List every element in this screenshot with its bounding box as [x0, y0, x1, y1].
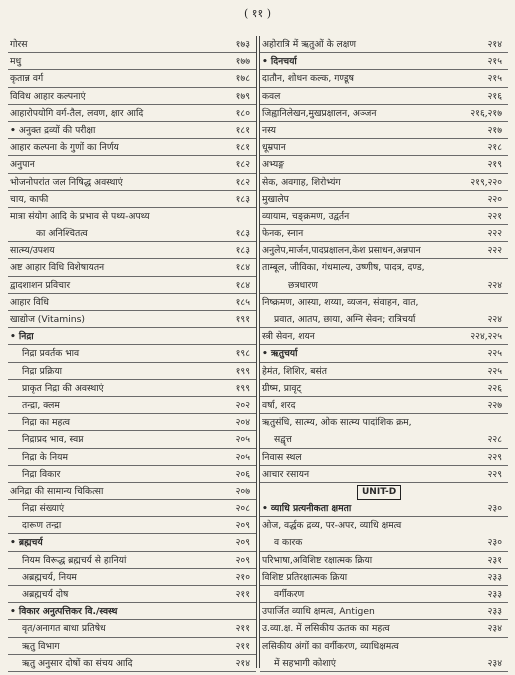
- entry-page-number: २१८: [487, 142, 502, 154]
- entry-page-number: २०४: [235, 417, 250, 429]
- entry-title: [262, 363, 327, 380]
- index-entry: [260, 122, 508, 139]
- entry-text: फेनक, स्नान: [262, 228, 304, 240]
- bullet-icon: •: [262, 56, 268, 68]
- entry-text: सात्म्य/उपशय: [10, 245, 55, 257]
- entry-text: ओज, वर्द्धक द्रव्य, पर-अपर, व्याधि क्षमत्व: [262, 520, 402, 532]
- index-columns: [8, 36, 508, 668]
- index-entry: [8, 483, 256, 500]
- entry-title: [22, 449, 68, 466]
- entry-page-number: १८३: [235, 193, 250, 205]
- bullet-icon: •: [10, 124, 16, 136]
- index-entry: [8, 105, 256, 122]
- index-entry: [8, 53, 256, 70]
- entry-text: अब्रह्मचर्य दोष: [22, 589, 69, 600]
- entry-title: [22, 655, 133, 672]
- index-entry: [260, 414, 508, 431]
- index-entry: [8, 294, 256, 311]
- index-entry: [8, 122, 256, 139]
- entry-text: मुखालेप: [262, 193, 289, 205]
- entry-page-number: २३३: [487, 589, 502, 600]
- index-entry: [260, 174, 508, 191]
- entry-page-number: २११: [235, 589, 250, 600]
- entry-title: [274, 655, 336, 672]
- index-entry: [260, 449, 508, 466]
- entry-text: निवास स्थल: [262, 451, 302, 463]
- index-entry: [8, 620, 256, 637]
- entry-title: [262, 225, 303, 242]
- entry-page-number: २०९: [235, 554, 250, 566]
- entry-text: गोरस: [10, 39, 28, 50]
- index-entry: [260, 70, 508, 87]
- index-entry: [260, 345, 508, 362]
- index-entry: [260, 500, 508, 517]
- entry-page-number: २३१: [487, 554, 502, 566]
- index-entry: [8, 586, 256, 603]
- index-entry: [8, 466, 256, 483]
- entry-title: [262, 294, 418, 311]
- entry-page-number: १८४: [235, 279, 250, 291]
- index-entry: [260, 552, 508, 569]
- entry-page-number: २३३: [487, 606, 502, 618]
- entry-page-number: २१४: [487, 39, 502, 50]
- entry-title: [262, 88, 280, 105]
- index-entry: [8, 638, 256, 655]
- entry-page-number: १९१: [235, 314, 250, 325]
- entry-text: विविध आहार कल्पनाएं: [10, 90, 86, 102]
- entry-text: लसिकीय अंगों का वर्गीकरण, व्याधिक्षमत्व: [262, 640, 399, 652]
- index-entry: [260, 620, 508, 637]
- entry-page-number: १९९: [235, 365, 250, 377]
- entry-text: दिनचर्या: [270, 56, 297, 68]
- entry-text: मात्रा संयोग आदि के प्रभाव से पथ्य-अपथ्य: [10, 210, 150, 222]
- entry-text: निद्रा संख्याएं: [22, 503, 65, 515]
- index-entry: [260, 586, 508, 603]
- entry-text: निद्रा विकार: [22, 468, 61, 480]
- entry-title: [22, 620, 106, 637]
- entry-text: जिह्वानिलेखन,मुखप्रक्षालन, अञ्जन: [262, 107, 377, 119]
- entry-page-number: २१६,२१७: [470, 107, 502, 119]
- entry-text: कृतान्न वर्ग: [10, 73, 44, 85]
- entry-text: परिभाषा,अविशिष्ट रक्षात्मक क्रिया: [262, 554, 373, 566]
- entry-title: [10, 208, 150, 225]
- index-entry: [260, 466, 508, 483]
- index-entry: [260, 534, 508, 551]
- entry-page-number: २०२: [235, 399, 250, 411]
- entry-page-number: २२७: [487, 399, 502, 411]
- entry-title: [10, 294, 49, 311]
- entry-text: द्वादशाशन प्रविचार: [10, 279, 71, 291]
- entry-title: [262, 174, 341, 191]
- index-entry: [260, 277, 508, 294]
- entry-page-number: १८५: [235, 296, 250, 308]
- entry-text: निद्रा: [18, 331, 34, 343]
- entry-title: [10, 53, 21, 70]
- entry-title: [274, 534, 302, 551]
- index-entry: [260, 105, 508, 122]
- index-entry: [8, 174, 256, 191]
- page-number: ( ११ ): [243, 7, 272, 20]
- entry-text: नियम विरूद्ध ब्रह्मचर्य से हानियां: [22, 554, 127, 566]
- index-entry: [260, 311, 508, 328]
- entry-page-number: २११: [235, 623, 250, 635]
- index-entry: [8, 603, 256, 620]
- bullet-icon: •: [10, 331, 16, 343]
- entry-title: [262, 500, 351, 517]
- entry-text: आचार रसायन: [262, 468, 310, 480]
- entry-title: [262, 449, 302, 466]
- index-entry: [260, 139, 508, 156]
- entry-title: [22, 397, 60, 414]
- index-entry: [8, 36, 256, 53]
- entry-text: अहोरात्रि में ऋतुओं के लक्षण: [262, 39, 357, 50]
- entry-title: [262, 603, 375, 620]
- index-entry: [260, 363, 508, 380]
- entry-title: [10, 70, 43, 87]
- index-entry: [260, 156, 508, 173]
- index-entry: [8, 569, 256, 586]
- entry-title: [22, 552, 126, 569]
- entry-text: तन्द्रा, क्लम: [22, 399, 60, 411]
- entry-text: आहारोपयोगि वर्ग-तैल, लवण, क्षार आदि: [10, 107, 144, 119]
- entry-text: व कारक: [274, 537, 303, 549]
- entry-title: [262, 105, 376, 122]
- entry-page-number: १८४: [235, 262, 250, 274]
- entry-title: [10, 156, 35, 173]
- entry-title: [262, 191, 289, 208]
- entry-text: आहार विधि: [10, 296, 49, 308]
- entry-title: [22, 414, 70, 431]
- entry-text: दातौन, शोधन कल्क, गण्डूष: [262, 73, 354, 85]
- entry-text: दारूण तन्द्रा: [22, 520, 62, 532]
- entry-text: उपार्जित व्याधि क्षमत्व, Antigen: [262, 606, 375, 618]
- entry-text: निद्रा के नियम: [22, 451, 68, 463]
- entry-text: निद्रा का महत्व: [22, 417, 70, 429]
- entry-title: [36, 225, 88, 242]
- index-entry: [8, 259, 256, 276]
- entry-text: वर्गीकरण: [274, 589, 305, 600]
- bullet-icon: •: [10, 537, 16, 549]
- entry-title: [274, 311, 415, 328]
- index-entry: [260, 294, 508, 311]
- entry-title: [262, 53, 297, 70]
- entry-text: ताम्बूल, जीविका, गंधमाल्य, उष्णीष, पादत्र, दण्ड,: [262, 262, 425, 274]
- index-entry: [8, 397, 256, 414]
- entry-text: अनुपान: [10, 159, 35, 171]
- index-entry: [8, 552, 256, 569]
- entry-title: [10, 603, 117, 620]
- entry-title: [262, 397, 296, 414]
- entry-title: [10, 483, 103, 500]
- entry-page-number: १८१: [235, 142, 250, 154]
- entry-text: निद्राप्रद भाव, स्वप्न: [22, 434, 84, 446]
- entry-title: [262, 638, 399, 655]
- entry-page-number: २०५: [235, 451, 250, 463]
- entry-title: [10, 88, 86, 105]
- index-entry: [260, 397, 508, 414]
- entry-text: स्त्री सेवन, शयन: [262, 331, 315, 343]
- entry-text: का अनिश्चितत्व: [36, 228, 88, 240]
- entry-page-number: २२०: [487, 193, 502, 205]
- entry-page-number: २२४: [487, 314, 502, 325]
- entry-text: व्याधि प्रत्यनीकता क्षमता: [270, 503, 352, 515]
- index-entry: [8, 225, 256, 242]
- entry-page-number: २२६: [487, 382, 502, 394]
- entry-title: [10, 139, 119, 156]
- entry-page-number: २२४,२२५: [470, 331, 502, 343]
- entry-page-number: २३०: [487, 503, 502, 515]
- index-entry: [8, 242, 256, 259]
- entry-title: [10, 105, 143, 122]
- index-entry: [260, 225, 508, 242]
- entry-page-number: २२९: [487, 468, 502, 480]
- entry-page-number: २०७: [235, 485, 250, 497]
- entry-title: [274, 431, 292, 448]
- index-entry: [8, 328, 256, 345]
- entry-text: अनुक्त द्रव्यों की परीक्षा: [18, 124, 96, 136]
- entry-text: मधु: [10, 56, 22, 68]
- index-entry: [8, 88, 256, 105]
- entry-title: [10, 174, 123, 191]
- right-index-column: [259, 36, 508, 668]
- entry-title: [262, 620, 390, 637]
- index-entry: [8, 363, 256, 380]
- entry-page-number: २२८: [487, 434, 502, 446]
- index-entry: [260, 638, 508, 655]
- entry-page-number: २१५: [487, 56, 502, 68]
- index-entry: [260, 380, 508, 397]
- entry-page-number: २०५: [235, 434, 250, 446]
- entry-title: [22, 638, 60, 655]
- entry-text: वृत/अनागत बाधा प्रतिषेध: [22, 623, 106, 635]
- index-entry: [260, 569, 508, 586]
- entry-title: [262, 156, 284, 173]
- index-entry: [8, 517, 256, 534]
- index-entry: [8, 208, 256, 225]
- entry-page-number: २२९: [487, 451, 502, 463]
- entry-text: अनिद्रा की सामान्य चिकित्सा: [10, 485, 104, 497]
- entry-text: विकार अनुत्पत्तिकर वि./स्वस्थ: [18, 606, 118, 618]
- entry-title: [22, 380, 104, 397]
- entry-page-number: २११: [235, 640, 250, 652]
- index-entry: [260, 36, 508, 53]
- entry-title: [22, 500, 64, 517]
- entry-title: [10, 311, 85, 328]
- entry-title: [10, 534, 43, 551]
- index-entry: [260, 431, 508, 448]
- entry-title: [262, 328, 315, 345]
- entry-title: [262, 122, 276, 139]
- entry-title: [10, 191, 48, 208]
- entry-page-number: १९९: [235, 382, 250, 394]
- entry-page-number: १७३: [235, 39, 250, 50]
- entry-title: [262, 242, 421, 259]
- entry-text: व्यायाम, चङ्क्रमण, उद्वर्तन: [262, 210, 350, 222]
- index-entry: [260, 208, 508, 225]
- bullet-icon: •: [10, 606, 16, 618]
- index-entry: [8, 431, 256, 448]
- index-entry: [8, 156, 256, 173]
- entry-page-number: १८३: [235, 245, 250, 257]
- entry-title: [262, 139, 286, 156]
- index-entry: [8, 70, 256, 87]
- entry-page-number: १९८: [235, 348, 250, 360]
- index-entry: [8, 414, 256, 431]
- index-entry: [260, 53, 508, 70]
- entry-page-number: २२४: [487, 279, 502, 291]
- entry-title: [10, 242, 55, 259]
- entry-page-number: २२५: [487, 348, 502, 360]
- entry-title: [262, 466, 309, 483]
- entry-page-number: २२२: [487, 228, 502, 240]
- entry-text: अभ्यङ्ग: [262, 159, 284, 171]
- entry-text: ऋतुसंधि, सात्म्य, ओक सात्म्य पादांशिक क्रम,: [262, 417, 412, 429]
- entry-title: [262, 36, 356, 53]
- entry-text: आहार कल्पना के गुणों का निर्णय: [10, 142, 119, 154]
- entry-page-number: २१०: [235, 571, 250, 583]
- index-entry: [8, 345, 256, 362]
- entry-text: प्राकृत निद्रा की अवस्थाएं: [22, 382, 104, 394]
- entry-title: [262, 70, 354, 87]
- entry-page-number: २१६: [487, 90, 502, 102]
- entry-title: [262, 259, 425, 276]
- entry-title: [22, 586, 68, 603]
- entry-page-number: २३०: [487, 537, 502, 549]
- entry-title: [262, 569, 347, 586]
- entry-text: नस्य: [262, 124, 277, 136]
- index-entry: [8, 380, 256, 397]
- entry-title: [22, 517, 61, 534]
- index-entry: [260, 88, 508, 105]
- entry-text: सद्वृत्त: [274, 434, 292, 446]
- entry-page-number: २०८: [235, 503, 250, 515]
- entry-page-number: १८१: [235, 124, 250, 136]
- entry-title: [10, 328, 34, 345]
- entry-page-number: २१४: [235, 657, 250, 669]
- index-entry: [260, 242, 508, 259]
- entry-text: निष्क्रमण, आस्या, शय्या, व्यजन, संवाहन, वात,: [262, 296, 419, 308]
- entry-title: [262, 517, 401, 534]
- entry-text: विशिष्ट प्रतिरक्षात्मक क्रिया: [262, 571, 348, 583]
- entry-title: [262, 380, 301, 397]
- entry-text: अष्ट आहार विधि विशेषायतन: [10, 262, 105, 274]
- entry-page-number: २१९,२२०: [470, 176, 502, 188]
- index-entry: [260, 483, 508, 500]
- entry-text: अब्रह्मचर्य, नियम: [22, 571, 77, 583]
- entry-title: [262, 414, 412, 431]
- index-entry: [8, 191, 256, 208]
- entry-text: ऋतु अनुसार दोषों का संचय आदि: [22, 657, 133, 669]
- entry-page-number: १८०: [235, 107, 250, 119]
- index-entry: [260, 517, 508, 534]
- entry-page-number: २२२: [487, 245, 502, 257]
- entry-text: चाय, काफी: [10, 193, 49, 205]
- entry-page-number: २१५: [487, 73, 502, 85]
- entry-page-number: १७९: [235, 90, 250, 102]
- entry-page-number: २१९: [487, 159, 502, 171]
- left-index-column: [8, 36, 257, 668]
- entry-page-number: २२५: [487, 365, 502, 377]
- entry-text: हेमंत, शिशिर, बसंत: [262, 365, 327, 377]
- entry-page-number: १७८: [235, 73, 250, 85]
- entry-text: ऋतु विभाग: [22, 640, 60, 652]
- entry-text: सेक, अवगाह, शिरोभ्यंग: [262, 176, 341, 188]
- entry-title: [262, 345, 298, 362]
- entry-title: [10, 259, 104, 276]
- entry-title: [262, 208, 349, 225]
- entry-text: में सहभागी कोशाएं: [274, 657, 336, 669]
- index-entry: [8, 277, 256, 294]
- entry-page-number: १८३: [235, 228, 250, 240]
- entry-title: [262, 483, 401, 500]
- entry-page-number: २३४: [487, 623, 502, 635]
- index-entry: [8, 449, 256, 466]
- entry-title: [274, 586, 304, 603]
- index-entry: [8, 139, 256, 156]
- entry-text: ग्रीष्म, प्रावृट्: [262, 382, 302, 394]
- entry-title: [22, 345, 79, 362]
- entry-title: [22, 363, 62, 380]
- entry-text: कवल: [262, 90, 281, 102]
- entry-text: ऋतुचर्या: [270, 348, 298, 360]
- index-entry: [8, 534, 256, 551]
- entry-page-number: २३४: [487, 657, 502, 669]
- entry-text: धूम्रपान: [262, 142, 286, 154]
- entry-text: छत्रधारण: [288, 279, 318, 291]
- index-entry: [8, 655, 256, 672]
- index-entry: [260, 655, 508, 672]
- entry-title: [22, 431, 83, 448]
- entry-title: [10, 122, 95, 139]
- entry-title: [288, 277, 318, 294]
- bullet-icon: •: [262, 348, 268, 360]
- entry-page-number: २०९: [235, 520, 250, 532]
- entry-page-number: २२१: [487, 210, 502, 222]
- index-entry: [260, 603, 508, 620]
- entry-text: खाद्योज (Vitamins): [10, 314, 85, 325]
- bullet-icon: •: [262, 503, 268, 515]
- entry-title: [10, 36, 28, 53]
- index-entry: [260, 328, 508, 345]
- entry-page-number: १८२: [235, 176, 250, 188]
- entry-title: [22, 466, 60, 483]
- entry-page-number: २३३: [487, 571, 502, 583]
- entry-text: वर्षा, शरद: [262, 399, 296, 411]
- entry-title: [22, 569, 77, 586]
- entry-page-number: १८२: [235, 159, 250, 171]
- entry-text: भोजनोपरांत जल निषिद्ध अवस्थाएं: [10, 176, 123, 188]
- entry-title: [262, 552, 372, 569]
- entry-text: उ.व्या.क्ष. में लसिकीय ऊतक का महत्व: [262, 623, 390, 635]
- index-entry: [8, 311, 256, 328]
- entry-text: निद्रा प्रवर्तक भाव: [22, 348, 80, 360]
- entry-text: निद्रा प्रक्रिया: [22, 365, 63, 377]
- entry-page-number: २०९: [235, 537, 250, 549]
- entry-text: अनुलेप,मार्जन,पादप्रक्षालन,केश प्रसाधन,अन्नपान: [262, 245, 421, 257]
- unit-heading: UNIT-D: [357, 485, 401, 500]
- entry-page-number: २१७: [487, 124, 502, 136]
- index-entry: [8, 500, 256, 517]
- entry-page-number: २०६: [235, 468, 250, 480]
- entry-text: प्रवात, आतप, छाया, अग्नि सेवन; रात्रिचर्या: [274, 314, 416, 325]
- entry-title: [10, 277, 70, 294]
- index-entry: [260, 191, 508, 208]
- entry-text: ब्रह्मचर्य: [18, 537, 43, 549]
- entry-page-number: १७७: [235, 56, 250, 68]
- index-entry: [260, 259, 508, 276]
